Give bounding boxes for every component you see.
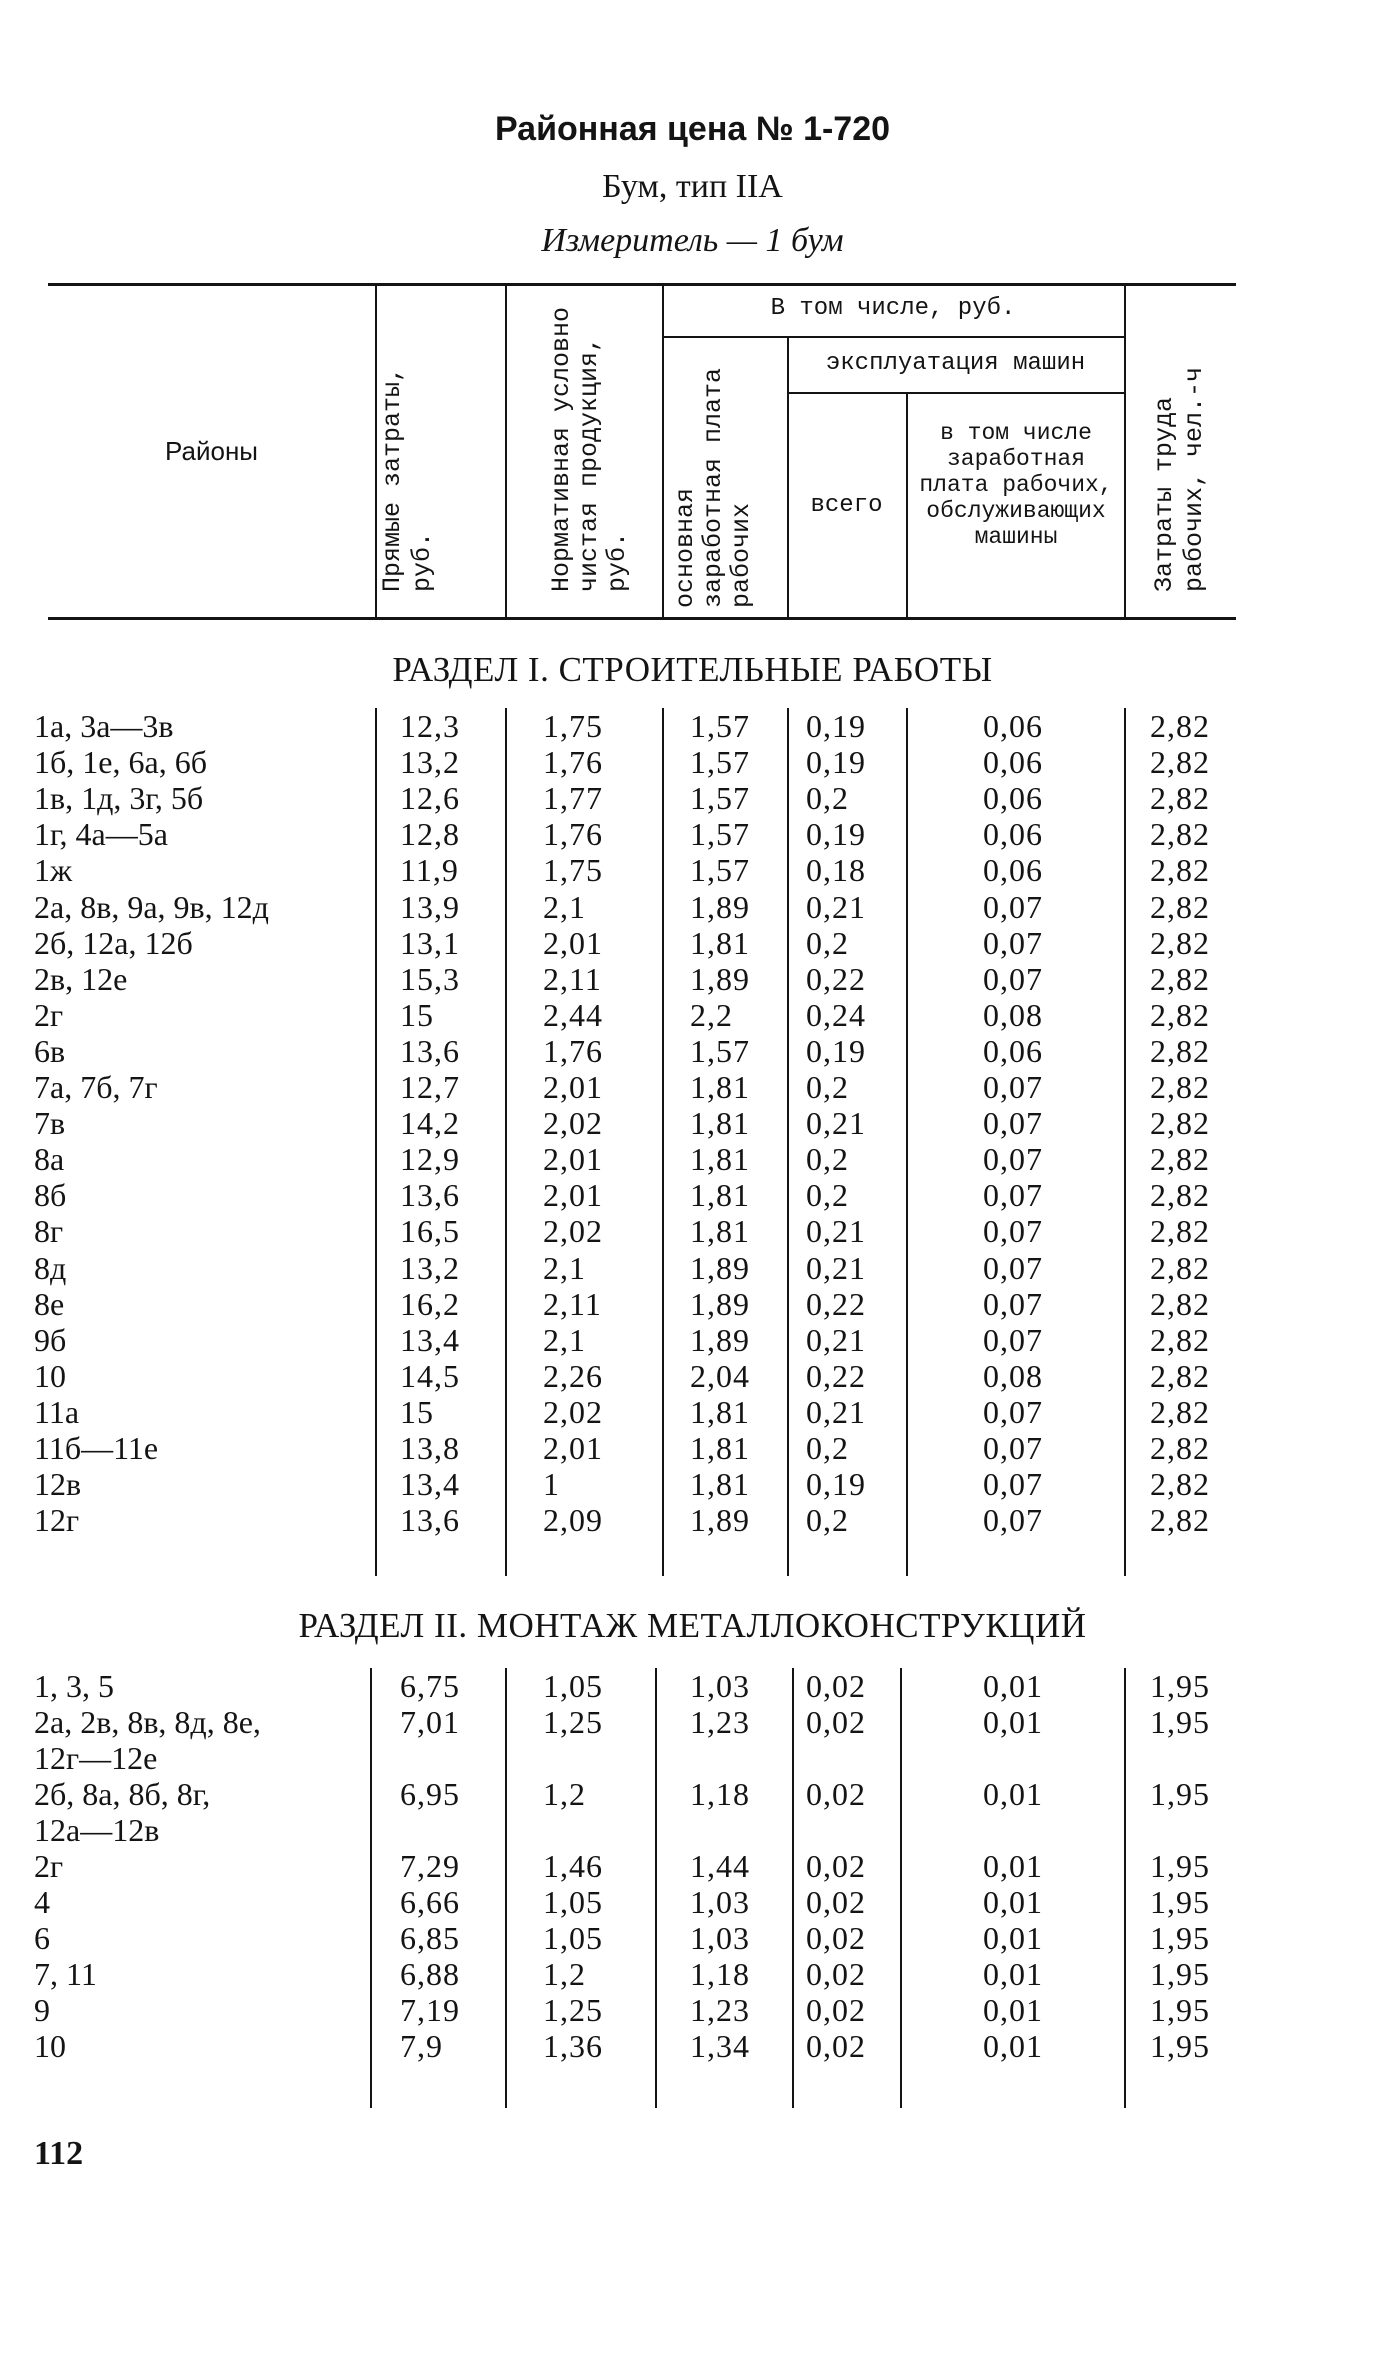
- col-header-labor: [1150, 342, 1210, 592]
- value-cell: 0,07: [983, 924, 1043, 961]
- value-cell: 2,44: [543, 996, 603, 1033]
- value-cell: 1,75: [543, 852, 603, 889]
- value-cell: 12,3: [400, 708, 460, 744]
- value-cell: 12,6: [400, 780, 460, 817]
- value-cell: 0,06: [983, 780, 1043, 817]
- value-cell: 2,01: [543, 1141, 603, 1178]
- value-cell: 1,81: [690, 1466, 750, 1503]
- value-cell: 0,01: [983, 1956, 1043, 1992]
- value-cell: 2,82: [1150, 816, 1210, 853]
- value-cell: 0,02: [806, 1848, 866, 1884]
- district-cell: 12г—12е: [34, 1740, 158, 1776]
- value-cell: 0,24: [806, 996, 866, 1033]
- value-cell: 1,2: [543, 1956, 586, 1992]
- value-cell: 0,02: [806, 1776, 866, 1812]
- body-divider: [906, 708, 908, 1576]
- value-cell: 0,01: [983, 1776, 1043, 1812]
- value-cell: 0,02: [806, 1920, 866, 1956]
- header-top-rule: [48, 283, 1236, 286]
- value-cell: 1,03: [690, 1884, 750, 1920]
- value-cell: 2,09: [543, 1502, 603, 1539]
- col-header-including: В том числе, руб.: [770, 295, 1016, 322]
- value-cell: 0,02: [806, 1704, 866, 1740]
- value-cell: 2,82: [1150, 1285, 1210, 1322]
- value-cell: 2,02: [543, 1105, 603, 1142]
- value-cell: 1,57: [690, 852, 750, 889]
- value-cell: 1,57: [690, 1032, 750, 1069]
- col-header-direct-costs: [378, 312, 438, 592]
- value-cell: 1,81: [690, 1393, 750, 1430]
- value-cell: 0,21: [806, 1213, 866, 1250]
- value-cell: 0,07: [983, 1177, 1043, 1214]
- body-divider: [792, 1668, 794, 2108]
- value-cell: 1,81: [690, 1141, 750, 1178]
- district-cell: 10: [34, 2028, 66, 2064]
- value-cell: 1,95: [1150, 1848, 1210, 1884]
- value-cell: 0,01: [983, 1704, 1043, 1740]
- value-cell: 1,89: [690, 888, 750, 925]
- value-cell: 1,76: [543, 744, 603, 781]
- value-cell: 0,02: [806, 1884, 866, 1920]
- value-cell: 0,2: [806, 924, 849, 961]
- district-cell: 1б, 1е, 6а, 6б: [34, 744, 207, 781]
- district-cell: 1а, 3а—3в: [34, 708, 174, 744]
- value-cell: 1,95: [1150, 1884, 1210, 1920]
- value-cell: 11,9: [400, 852, 459, 889]
- value-cell: 0,07: [983, 1285, 1043, 1322]
- value-cell: 0,01: [983, 1848, 1043, 1884]
- value-cell: 0,19: [806, 1032, 866, 1069]
- district-cell: 8е: [34, 1285, 65, 1322]
- value-cell: 0,06: [983, 744, 1043, 781]
- value-cell: 0,2: [806, 1502, 849, 1539]
- value-cell: 0,22: [806, 960, 866, 997]
- value-cell: 1,03: [690, 1920, 750, 1956]
- value-cell: 1,05: [543, 1920, 603, 1956]
- value-cell: 0,01: [983, 1884, 1043, 1920]
- body-divider: [505, 1668, 507, 2108]
- value-cell: 0,07: [983, 1069, 1043, 1105]
- district-cell: 4: [34, 1884, 50, 1920]
- value-cell: 0,06: [983, 1032, 1043, 1069]
- unit-of-measure: Измеритель — 1 бум: [541, 222, 844, 259]
- value-cell: 1,05: [543, 1884, 603, 1920]
- district-cell: 2г: [34, 996, 64, 1033]
- value-cell: 13,9: [400, 888, 460, 925]
- value-cell: 1,89: [690, 1285, 750, 1322]
- value-cell: 13,6: [400, 1177, 460, 1214]
- value-cell: 1,95: [1150, 1668, 1210, 1704]
- value-cell: 0,02: [806, 1668, 866, 1704]
- district-cell: 10: [34, 1357, 66, 1394]
- col-header-normative: [548, 292, 632, 592]
- value-cell: 0,21: [806, 1249, 866, 1286]
- value-cell: 1: [543, 1466, 560, 1503]
- col-header-machine-operation: эксплуатация машин: [825, 350, 1086, 377]
- value-cell: 2,82: [1150, 708, 1210, 744]
- value-cell: 14,5: [400, 1357, 460, 1394]
- value-cell: 0,08: [983, 1357, 1043, 1394]
- value-cell: 0,21: [806, 1321, 866, 1358]
- header-divider: [1124, 286, 1126, 617]
- value-cell: 2,82: [1150, 1141, 1210, 1178]
- value-cell: 2,01: [543, 1177, 603, 1214]
- value-cell: 0,2: [806, 1069, 849, 1105]
- district-cell: 12г: [34, 1502, 80, 1539]
- value-cell: 2,2: [690, 996, 733, 1033]
- value-cell: 14,2: [400, 1105, 460, 1142]
- value-cell: 1,81: [690, 1105, 750, 1142]
- body-divider: [505, 708, 507, 1576]
- value-cell: 2,02: [543, 1393, 603, 1430]
- value-cell: 2,82: [1150, 1321, 1210, 1358]
- body-divider: [655, 1668, 657, 2108]
- value-cell: 2,82: [1150, 1466, 1210, 1503]
- value-cell: 1,2: [543, 1776, 586, 1812]
- value-cell: 0,2: [806, 1177, 849, 1214]
- value-cell: 13,2: [400, 1249, 460, 1286]
- value-cell: 0,19: [806, 708, 866, 744]
- item-subtitle: Бум, тип IIА: [602, 168, 783, 205]
- value-cell: 1,25: [543, 1704, 603, 1740]
- value-cell: 0,19: [806, 1466, 866, 1503]
- district-cell: 2г: [34, 1848, 64, 1884]
- value-cell: 2,82: [1150, 852, 1210, 889]
- value-cell: 7,19: [400, 1992, 460, 2028]
- value-cell: 2,82: [1150, 1069, 1210, 1105]
- district-cell: 9: [34, 1992, 50, 2028]
- district-cell: 6: [34, 1920, 50, 1956]
- value-cell: 6,88: [400, 1956, 460, 1992]
- value-cell: 0,08: [983, 996, 1043, 1033]
- value-cell: 13,4: [400, 1466, 460, 1503]
- value-cell: 2,11: [543, 960, 602, 997]
- value-cell: 2,82: [1150, 1357, 1210, 1394]
- value-cell: 1,23: [690, 1992, 750, 2028]
- value-cell: 0,01: [983, 1920, 1043, 1956]
- value-cell: 0,07: [983, 960, 1043, 997]
- value-cell: 1,81: [690, 1177, 750, 1214]
- value-cell: 6,95: [400, 1776, 460, 1812]
- district-cell: 1в, 1д, 3г, 5б: [34, 780, 204, 817]
- col-header-machine-wage-text: в том числе заработная плата рабочих, обслуживающих машины: [919, 420, 1113, 550]
- value-cell: 2,82: [1150, 960, 1210, 997]
- value-cell: 2,82: [1150, 1393, 1210, 1430]
- value-cell: 2,01: [543, 924, 603, 961]
- value-cell: 1,95: [1150, 1920, 1210, 1956]
- value-cell: 1,77: [543, 780, 603, 817]
- value-cell: 0,07: [983, 1249, 1043, 1286]
- page-number: 112: [34, 2135, 84, 2172]
- value-cell: 2,1: [543, 1249, 586, 1286]
- district-cell: 6в: [34, 1032, 66, 1069]
- value-cell: 0,01: [983, 1992, 1043, 2028]
- value-cell: 13,4: [400, 1321, 460, 1358]
- value-cell: 0,21: [806, 1393, 866, 1430]
- value-cell: 0,2: [806, 1141, 849, 1178]
- col-header-direct-costs-text: Прямые затраты, руб.: [378, 366, 437, 592]
- value-cell: 0,02: [806, 2028, 866, 2064]
- value-cell: 1,75: [543, 708, 603, 744]
- district-cell: 8д: [34, 1249, 67, 1286]
- value-cell: 1,95: [1150, 1992, 1210, 2028]
- value-cell: 13,8: [400, 1430, 460, 1466]
- district-cell: 12а—12в: [34, 1812, 160, 1848]
- value-cell: 0,07: [983, 888, 1043, 925]
- district-cell: 11б—11е: [34, 1430, 159, 1466]
- value-cell: 0,02: [806, 1992, 866, 2028]
- district-cell: 1, 3, 5: [34, 1668, 114, 1704]
- district-cell: 2а, 8в, 9а, 9в, 12д: [34, 888, 269, 925]
- value-cell: 1,95: [1150, 2028, 1210, 2064]
- body-divider: [1124, 1668, 1126, 2108]
- value-cell: 1,18: [690, 1776, 750, 1812]
- value-cell: 0,19: [806, 744, 866, 781]
- value-cell: 12,7: [400, 1069, 460, 1105]
- value-cell: 13,6: [400, 1502, 460, 1539]
- value-cell: 7,01: [400, 1704, 460, 1740]
- value-cell: 0,07: [983, 1141, 1043, 1178]
- value-cell: 1,57: [690, 780, 750, 817]
- value-cell: 1,95: [1150, 1776, 1210, 1812]
- value-cell: 16,5: [400, 1213, 460, 1250]
- district-cell: 1ж: [34, 852, 73, 889]
- district-cell: 8а: [34, 1141, 65, 1178]
- district-cell: 2б, 12а, 12б: [34, 924, 193, 961]
- value-cell: 0,22: [806, 1285, 866, 1322]
- body-divider: [375, 708, 377, 1576]
- value-cell: 1,57: [690, 708, 750, 744]
- district-cell: 9б: [34, 1321, 67, 1358]
- value-cell: 0,19: [806, 816, 866, 853]
- value-cell: 2,01: [543, 1430, 603, 1466]
- section-2-title: РАЗДЕЛ II. МОНТАЖ МЕТАЛЛОКОНСТРУКЦИЙ: [298, 1606, 1087, 1645]
- value-cell: 0,07: [983, 1393, 1043, 1430]
- value-cell: 0,01: [983, 1668, 1043, 1704]
- header-subrule: [787, 392, 1124, 394]
- value-cell: 13,1: [400, 924, 460, 961]
- value-cell: 1,36: [543, 2028, 603, 2064]
- district-cell: 8б: [34, 1177, 67, 1214]
- value-cell: 2,04: [690, 1357, 750, 1394]
- header-divider: [505, 286, 507, 617]
- value-cell: 6,66: [400, 1884, 460, 1920]
- value-cell: 1,25: [543, 1992, 603, 2028]
- value-cell: 1,44: [690, 1848, 750, 1884]
- value-cell: 15: [400, 1393, 434, 1430]
- body-divider: [370, 1668, 372, 2108]
- value-cell: 1,76: [543, 1032, 603, 1069]
- value-cell: 0,21: [806, 1105, 866, 1142]
- value-cell: 2,82: [1150, 888, 1210, 925]
- body-divider: [662, 708, 664, 1576]
- value-cell: 2,01: [543, 1069, 603, 1105]
- value-cell: 1,81: [690, 1069, 750, 1105]
- value-cell: 1,57: [690, 744, 750, 781]
- value-cell: 13,6: [400, 1032, 460, 1069]
- value-cell: 1,57: [690, 816, 750, 853]
- district-cell: 2а, 2в, 8в, 8д, 8е,: [34, 1704, 261, 1740]
- value-cell: 0,06: [983, 816, 1043, 853]
- value-cell: 2,82: [1150, 1177, 1210, 1214]
- value-cell: 0,2: [806, 780, 849, 817]
- value-cell: 2,82: [1150, 744, 1210, 781]
- header-divider: [787, 336, 789, 617]
- value-cell: 2,11: [543, 1285, 602, 1322]
- district-cell: 12в: [34, 1466, 82, 1503]
- value-cell: 2,82: [1150, 1430, 1210, 1466]
- price-title: Районная цена № 1-720: [494, 110, 891, 148]
- value-cell: 1,89: [690, 1502, 750, 1539]
- value-cell: 15: [400, 996, 434, 1033]
- value-cell: 2,82: [1150, 1213, 1210, 1250]
- value-cell: 1,18: [690, 1956, 750, 1992]
- header-divider: [375, 286, 377, 617]
- value-cell: 1,95: [1150, 1704, 1210, 1740]
- value-cell: 2,82: [1150, 1502, 1210, 1539]
- value-cell: 1,03: [690, 1668, 750, 1704]
- value-cell: 0,07: [983, 1502, 1043, 1539]
- value-cell: 1,76: [543, 816, 603, 853]
- district-cell: 1г, 4а—5а: [34, 816, 168, 853]
- value-cell: 0,02: [806, 1956, 866, 1992]
- value-cell: 12,9: [400, 1141, 460, 1178]
- value-cell: 2,26: [543, 1357, 603, 1394]
- value-cell: 2,82: [1150, 996, 1210, 1033]
- value-cell: 1,05: [543, 1668, 603, 1704]
- district-cell: 11а: [34, 1393, 80, 1430]
- value-cell: 0,01: [983, 2028, 1043, 2064]
- value-cell: 2,82: [1150, 1249, 1210, 1286]
- col-header-normative-text: Нормативная условно чистая продукция, руб.: [547, 306, 632, 592]
- value-cell: 2,82: [1150, 780, 1210, 817]
- value-cell: 0,07: [983, 1430, 1043, 1466]
- district-cell: 2в, 12е: [34, 960, 128, 997]
- value-cell: 0,2: [806, 1430, 849, 1466]
- col-header-districts: Районы: [165, 436, 258, 466]
- value-cell: 0,06: [983, 852, 1043, 889]
- district-cell: 7а, 7б, 7г: [34, 1069, 158, 1105]
- value-cell: 6,85: [400, 1920, 460, 1956]
- col-header-labor-text: Затраты труда рабочих, чел.-ч: [1150, 366, 1209, 592]
- district-cell: 2б, 8а, 8б, 8г,: [34, 1776, 211, 1812]
- value-cell: 0,07: [983, 1466, 1043, 1503]
- value-cell: 13,2: [400, 744, 460, 781]
- value-cell: 0,07: [983, 1321, 1043, 1358]
- district-cell: 8г: [34, 1213, 64, 1250]
- value-cell: 0,18: [806, 852, 866, 889]
- value-cell: 1,34: [690, 2028, 750, 2064]
- col-header-machine-total: всего: [810, 492, 883, 519]
- col-header-machine-wage: [908, 420, 1124, 550]
- value-cell: 1,81: [690, 1430, 750, 1466]
- value-cell: 2,82: [1150, 924, 1210, 961]
- value-cell: 2,1: [543, 1321, 586, 1358]
- value-cell: 0,07: [983, 1105, 1043, 1142]
- value-cell: 12,8: [400, 816, 460, 853]
- body-divider: [900, 1668, 902, 2108]
- value-cell: 1,89: [690, 1321, 750, 1358]
- value-cell: 0,22: [806, 1357, 866, 1394]
- value-cell: 6,75: [400, 1668, 460, 1704]
- value-cell: 15,3: [400, 960, 460, 997]
- body-divider: [787, 708, 789, 1576]
- col-header-base-wage-text: основная заработная плата рабочих: [671, 367, 756, 608]
- section-1-title: РАЗДЕЛ I. СТРОИТЕЛЬНЫЕ РАБОТЫ: [392, 650, 993, 689]
- value-cell: 0,06: [983, 708, 1043, 744]
- value-cell: 2,82: [1150, 1032, 1210, 1069]
- header-bottom-rule: [48, 617, 1236, 620]
- value-cell: 1,89: [690, 960, 750, 997]
- value-cell: 2,02: [543, 1213, 603, 1250]
- value-cell: 7,9: [400, 2028, 443, 2064]
- col-header-base-wage: [672, 348, 756, 608]
- value-cell: 1,81: [690, 924, 750, 961]
- value-cell: 1,95: [1150, 1956, 1210, 1992]
- body-divider: [1124, 708, 1126, 1576]
- value-cell: 2,1: [543, 888, 586, 925]
- value-cell: 7,29: [400, 1848, 460, 1884]
- value-cell: 0,07: [983, 1213, 1043, 1250]
- value-cell: 1,46: [543, 1848, 603, 1884]
- district-cell: 7, 11: [34, 1956, 97, 1992]
- value-cell: 2,82: [1150, 1105, 1210, 1142]
- value-cell: 1,81: [690, 1213, 750, 1250]
- header-subrule: [662, 336, 1124, 338]
- district-cell: 7в: [34, 1105, 66, 1142]
- value-cell: 1,89: [690, 1249, 750, 1286]
- value-cell: 0,21: [806, 888, 866, 925]
- value-cell: 16,2: [400, 1285, 460, 1322]
- value-cell: 1,23: [690, 1704, 750, 1740]
